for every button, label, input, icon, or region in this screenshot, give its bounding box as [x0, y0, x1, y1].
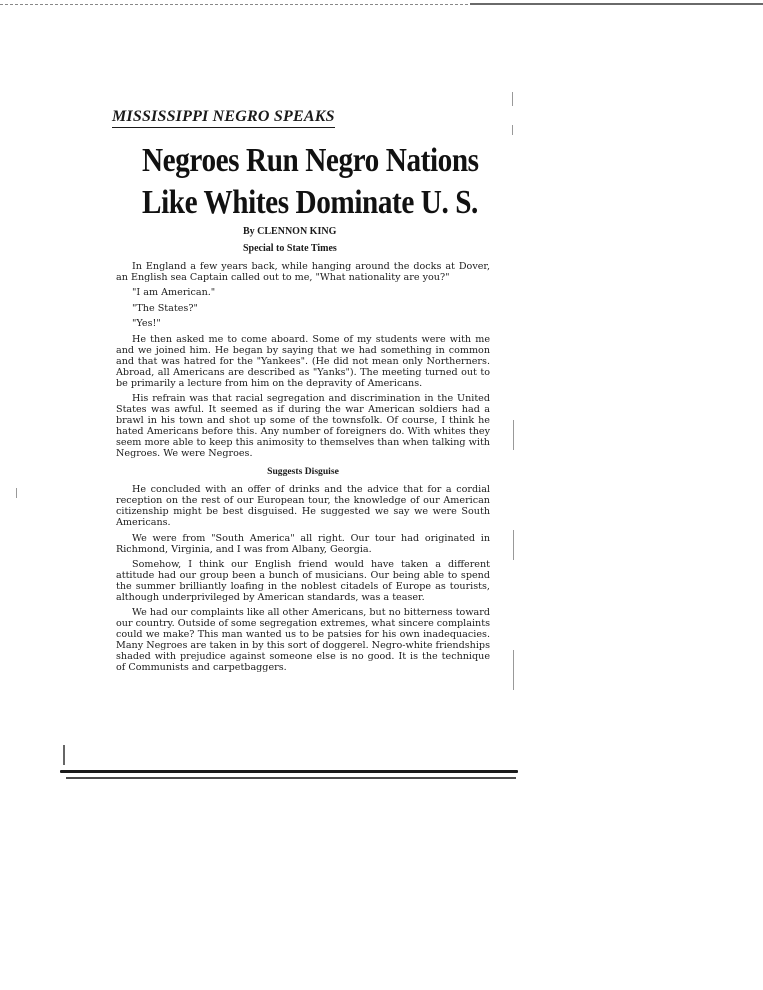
paragraph: "I am American."	[132, 287, 216, 299]
scan-mark	[513, 650, 514, 690]
paragraph: He concluded with an offer of drinks and the advice that for a cordial reception on the rest of our European tour, the knowledge of our American citizenship might be best disguised. He suggested we say we were South Americans.	[116, 484, 490, 529]
headline-line-2: Like Whites Dominate U. S.	[142, 184, 478, 221]
scan-mark	[16, 488, 17, 498]
scan-mark	[512, 92, 513, 106]
kicker-heading: MISSISSIPPI NEGRO SPEAKS	[112, 108, 335, 128]
section-subhead: Suggests Disguise	[267, 466, 339, 478]
scan-mark	[513, 530, 514, 560]
clipping-bottom-rule	[60, 770, 518, 773]
paragraph: "Yes!"	[132, 318, 161, 330]
paragraph: Somehow, I think our English friend would have taken a different attitude had our group been a bunch of musicians. Our being able to spend the summer brilliantly loafing in the noblest citadels of Europe as tourists, although underprivileged by American standards, was a teaser.	[116, 559, 490, 603]
headline	[142, 140, 479, 224]
article-body	[116, 262, 490, 678]
paragraph: His refrain was that racial segregation and discrimination in the United States was awful. It seemed as if during the war American soldiers had a brawl in his town and shot up some of the townsfolk. Of course, I think he hated Americans before this. Any number of foreigners do. With whites they seem more able to keep this animosity to themselves than when talking with Negroes. We were Negroes.	[116, 393, 490, 459]
scan-mark	[63, 745, 65, 765]
paragraph: "The States?"	[132, 302, 198, 314]
clipping-bottom-shadow	[66, 777, 516, 779]
paragraph: He then asked me to come aboard. Some of my students were with me and we joined him. He began by saying that we had something in common and that was hatred for the "Yankees". (He did not mean only Northerners. Abroad, all Americans are described as "Yanks"). The meeting turned out to be primarily a lecture from him on the depravity of Americans.	[116, 333, 490, 389]
headline-line-1: Negroes Run Negro Nations	[142, 142, 479, 179]
paragraph: We had our complaints like all other Americans, but no bitterness toward our country. Outside of some segregation extremes, what sincere complaints could we make? This man wanted us to be patsies for his own inadequacies. Many Negroes are taken in by this sort of doggerel. Negro-white friendships shaded with prejudice against someone else is no good. It is the technique of Communists and carpetbaggers.	[116, 607, 490, 673]
scan-mark	[512, 125, 513, 135]
scan-mark	[513, 420, 514, 450]
paragraph: We were from "South America" all right. Our tour had originated in Richmond, Virginia, and I was from Albany, Georgia.	[116, 532, 490, 555]
paragraph: In England a few years back, while hanging around the docks at Dover, an English sea Captain called out to me, "What nationality are you?"	[116, 261, 490, 283]
source-line: Special to State Times	[243, 243, 337, 254]
byline: By CLENNON KING	[243, 226, 337, 237]
scan-edge-top-dark	[470, 3, 763, 5]
